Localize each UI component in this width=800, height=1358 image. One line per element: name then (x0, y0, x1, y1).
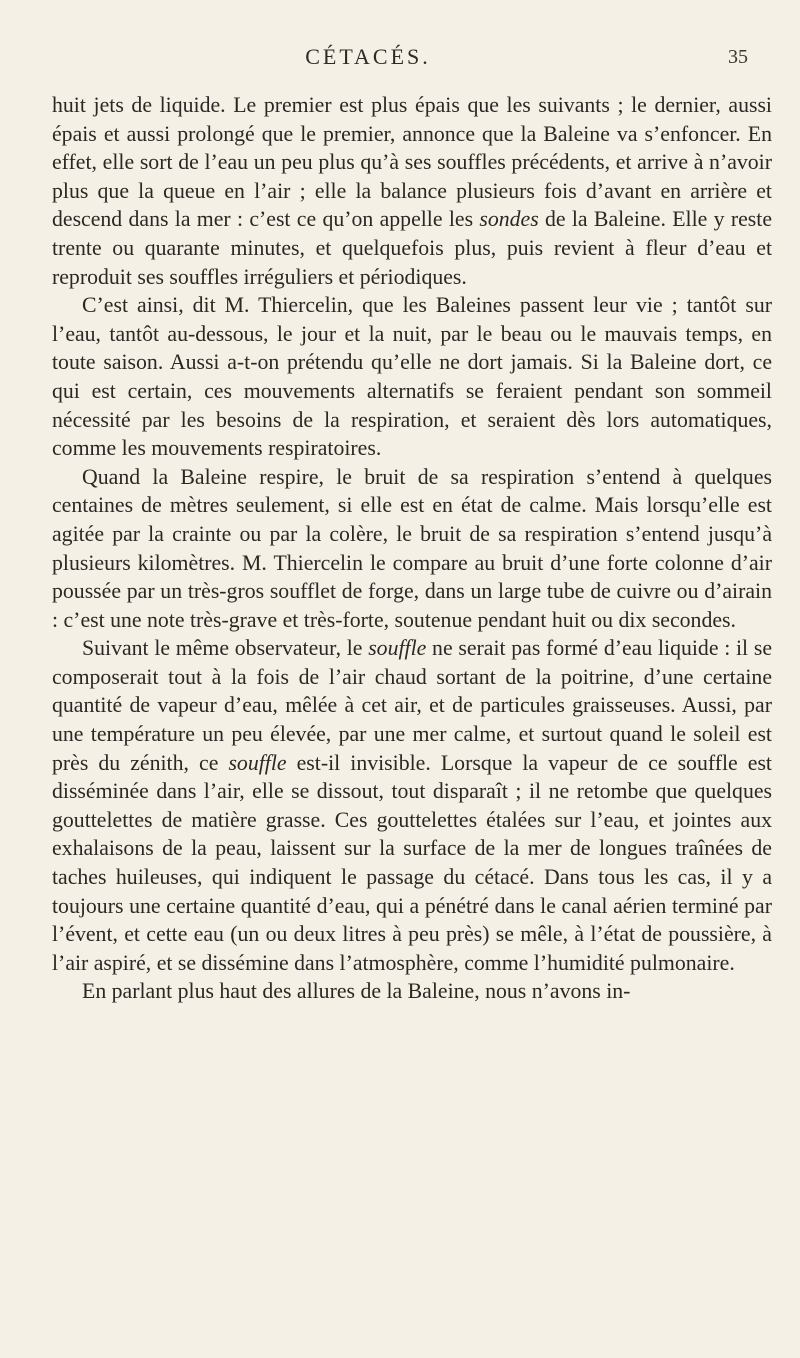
paragraph-5: En parlant plus haut des allures de la Baleine, nous n’avons in- (82, 979, 631, 1004)
body-text (52, 91, 772, 1006)
running-title: CÉTACÉS. (305, 44, 431, 69)
page-number: 35 (728, 46, 748, 68)
paragraph-1: huit jets de liquide. Le premier est plus épais que les suivants ; le dernier, aussi épais et aussi prolongé que le premier, annonce que la Baleine va s’enfoncer. En effet, elle sort de l’eau un peu plus qu’à ses souffles précédents, et arrive à n’avoir plus que la queue en l’air ; elle la balance plusieurs fois d’avant en arrière et descend dans la mer : c’est ce qu’on appelle les sondes de la Baleine. Elle y reste trente ou quarante minutes, et quelquefois plus, puis revient à fleur d’eau et reproduit ses souffles irréguliers et périodiques. (52, 93, 772, 289)
paragraph-2: C’est ainsi, dit M. Thiercelin, que les Baleines passent leur vie ; tantôt sur l’eau, tantôt au-dessous, le jour et la nuit, par le beau ou le mauvais temps, en toute saison. Aussi a-t-on prétendu qu’elle ne dort jamais. Si la Baleine dort, ce qui est certain, ces mouvements alternatifs se feraient pendant son sommeil nécessité par les besoins de la respiration, et seraient dès lors automatiques, comme les mouvements respiratoires. (52, 293, 772, 461)
paragraph-4: Suivant le même observateur, le souffle ne serait pas formé d’eau liquide : il se composerait tout à la fois de l’air chaud sortant de la poitrine, d’une certaine quantité de vapeur d’eau, mêlée à cet air, et de particules graisseuses. Aussi, par une température un peu élevée, par une mer calme, et surtout quand le soleil est près du zénith, ce souffle est-il invisible. Lorsque la vapeur de ce souffle est disséminée dans l’air, elle se dissout, tout disparaît ; il ne retombe que quelques gouttelettes de matière grasse. Ces gouttelettes étalées sur l’eau, et jointes aux exhalaisons de la peau, laissent sur la surface de la mer de longues traînées de taches huileuses, qui indiquent le passage du cétacé. Dans tous les cas, il y a toujours une certaine quantité d’eau, qui a pénétré dans le canal aérien terminé par l’évent, et cette eau (un ou deux litres à peu près) se mêle, à l’état de poussière, à l’air aspiré, et se dissémine dans l’atmosphère, comme l’humidité pulmonaire. (52, 636, 772, 975)
paragraph-3: Quand la Baleine respire, le bruit de sa respiration s’entend à quelques centaines de mètres seulement, si elle est en état de calme. Mais lorsqu’elle est agitée par la crainte ou par la colère, le bruit de sa respiration s’entend jusqu’à plusieurs kilomètres. M. Thiercelin le compare au bruit d’une forte colonne d’air poussée par un très-gros soufflet de forge, dans un large tube de cuivre ou d’airain : c’est une note très-grave et très-forte, soutenue pendant huit ou dix secondes. (52, 464, 772, 632)
running-head (0, 44, 800, 74)
